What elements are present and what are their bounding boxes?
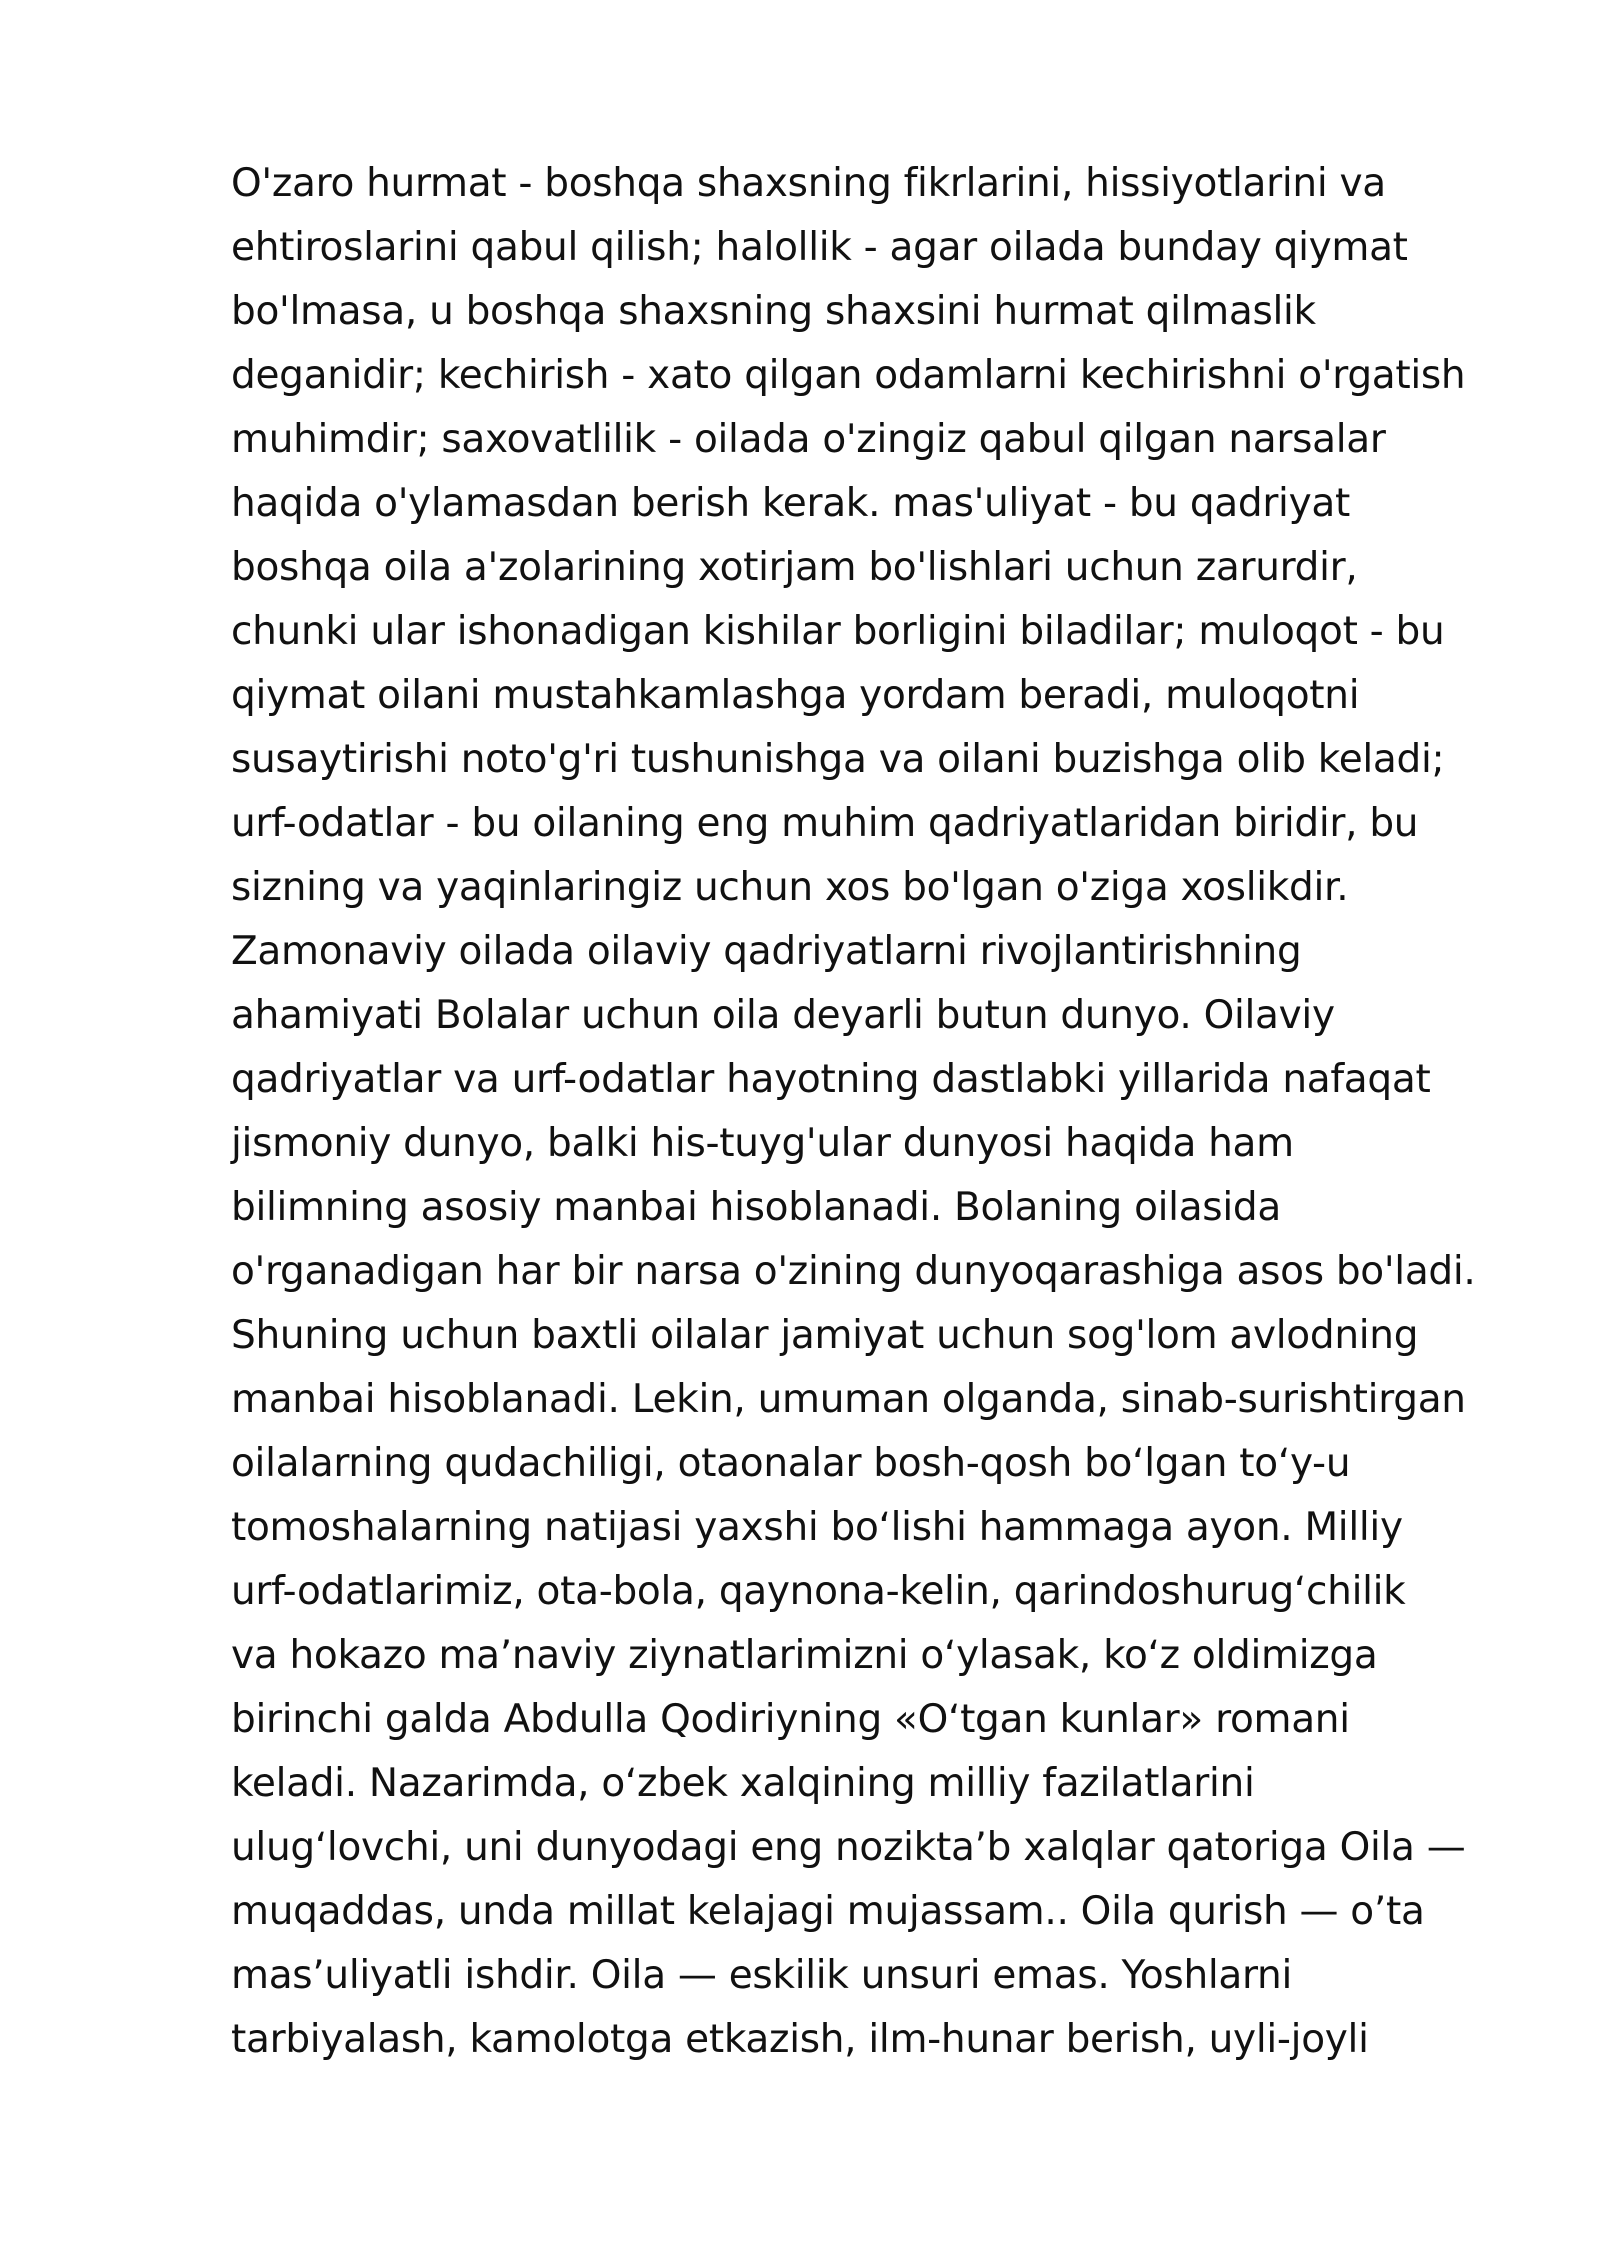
text-line: muhimdir; saxovatlilik - oilada o'zingiz qabul qilgan narsalar: [231, 417, 1386, 462]
text-line: bilimning asosiy manbai hisoblanadi. Bolaning oilasida: [231, 1185, 1281, 1230]
text-line: boshqa oila a'zolarining xotirjam bo'lishlari uchun zarurdir,: [231, 545, 1358, 590]
text-line: muqaddas, unda millat kelajagi mujassam.. Oila qurish — o’ta: [231, 1889, 1425, 1934]
text-line: susaytirishi noto'g'ri tushunishga va oilani buzishga olib keladi;: [231, 737, 1445, 782]
text-line: ulugʻlovchi, uni dunyodagi eng nozikta’b xalqlar qatoriga Oila —: [231, 1825, 1466, 1870]
text-line: oilalarning qudachiligi, otaonalar bosh-qosh boʻlgan toʻy-u: [231, 1441, 1351, 1486]
text-line: birinchi galda Abdulla Qodiriyning «Oʻtgan kunlar» romani: [231, 1697, 1350, 1742]
text-line: urf-odatlarimiz, ota-bola, qaynona-kelin, qarindoshurugʻchilik: [231, 1569, 1406, 1614]
text-line: o'rganadigan har bir narsa o'zining dunyoqarashiga asos bo'ladi.: [231, 1249, 1476, 1294]
text-line: manbai hisoblanadi. Lekin, umuman olganda, sinab-surishtirgan: [231, 1377, 1466, 1422]
text-line: O'zaro hurmat - boshqa shaxsning fikrlarini, hissiyotlarini va: [231, 161, 1386, 206]
text-line: Zamonaviy oilada oilaviy qadriyatlarni rivojlantirishning: [231, 929, 1302, 974]
text-line: ehtiroslarini qabul qilish; halollik - agar oilada bunday qiymat: [231, 225, 1408, 270]
text-line: tarbiyalash, kamolotga etkazish, ilm-hunar berish, uyli-joyli: [231, 2017, 1369, 2062]
text-line: tomoshalarning natijasi yaxshi boʻlishi hammaga ayon. Milliy: [231, 1505, 1403, 1550]
text-line: bo'lmasa, u boshqa shaxsning shaxsini hurmat qilmaslik: [231, 289, 1316, 334]
text-line: qadriyatlar va urf-odatlar hayotning dastlabki yillarida nafaqat: [231, 1057, 1431, 1102]
text-line: va hokazo maʼnaviy ziynatlarimizni oʻylasak, koʻz oldimizga: [231, 1633, 1378, 1678]
body-text: [231, 152, 1531, 2072]
text-line: deganidir; kechirish - xato qilgan odamlarni kechirishni o'rgatish: [231, 353, 1466, 398]
text-line: qiymat oilani mustahkamlashga yordam beradi, muloqotni: [231, 673, 1360, 718]
text-line: jismoniy dunyo, balki his-tuyg'ular dunyosi haqida ham: [231, 1121, 1294, 1166]
text-line: ahamiyati Bolalar uchun oila deyarli butun dunyo. Oilaviy: [231, 993, 1335, 1038]
text-line: sizning va yaqinlaringiz uchun xos bo'lgan o'ziga xoslikdir.: [231, 865, 1349, 910]
text-line: Shuning uchun baxtli oilalar jamiyat uchun sog'lom avlodning: [231, 1313, 1419, 1358]
text-line: urf-odatlar - bu oilaning eng muhim qadriyatlaridan biridir, bu: [231, 801, 1419, 846]
text-line: keladi. Nazarimda, oʻzbek xalqining milliy fazilatlarini: [231, 1761, 1255, 1806]
text-line: chunki ular ishonadigan kishilar borligini biladilar; muloqot - bu: [231, 609, 1445, 654]
text-line: haqida o'ylamasdan berish kerak. mas'uliyat - bu qadriyat: [231, 481, 1350, 526]
text-line: mas’uliyatli ishdir. Oila — eskilik unsuri emas. Yoshlarni: [231, 1953, 1293, 1998]
